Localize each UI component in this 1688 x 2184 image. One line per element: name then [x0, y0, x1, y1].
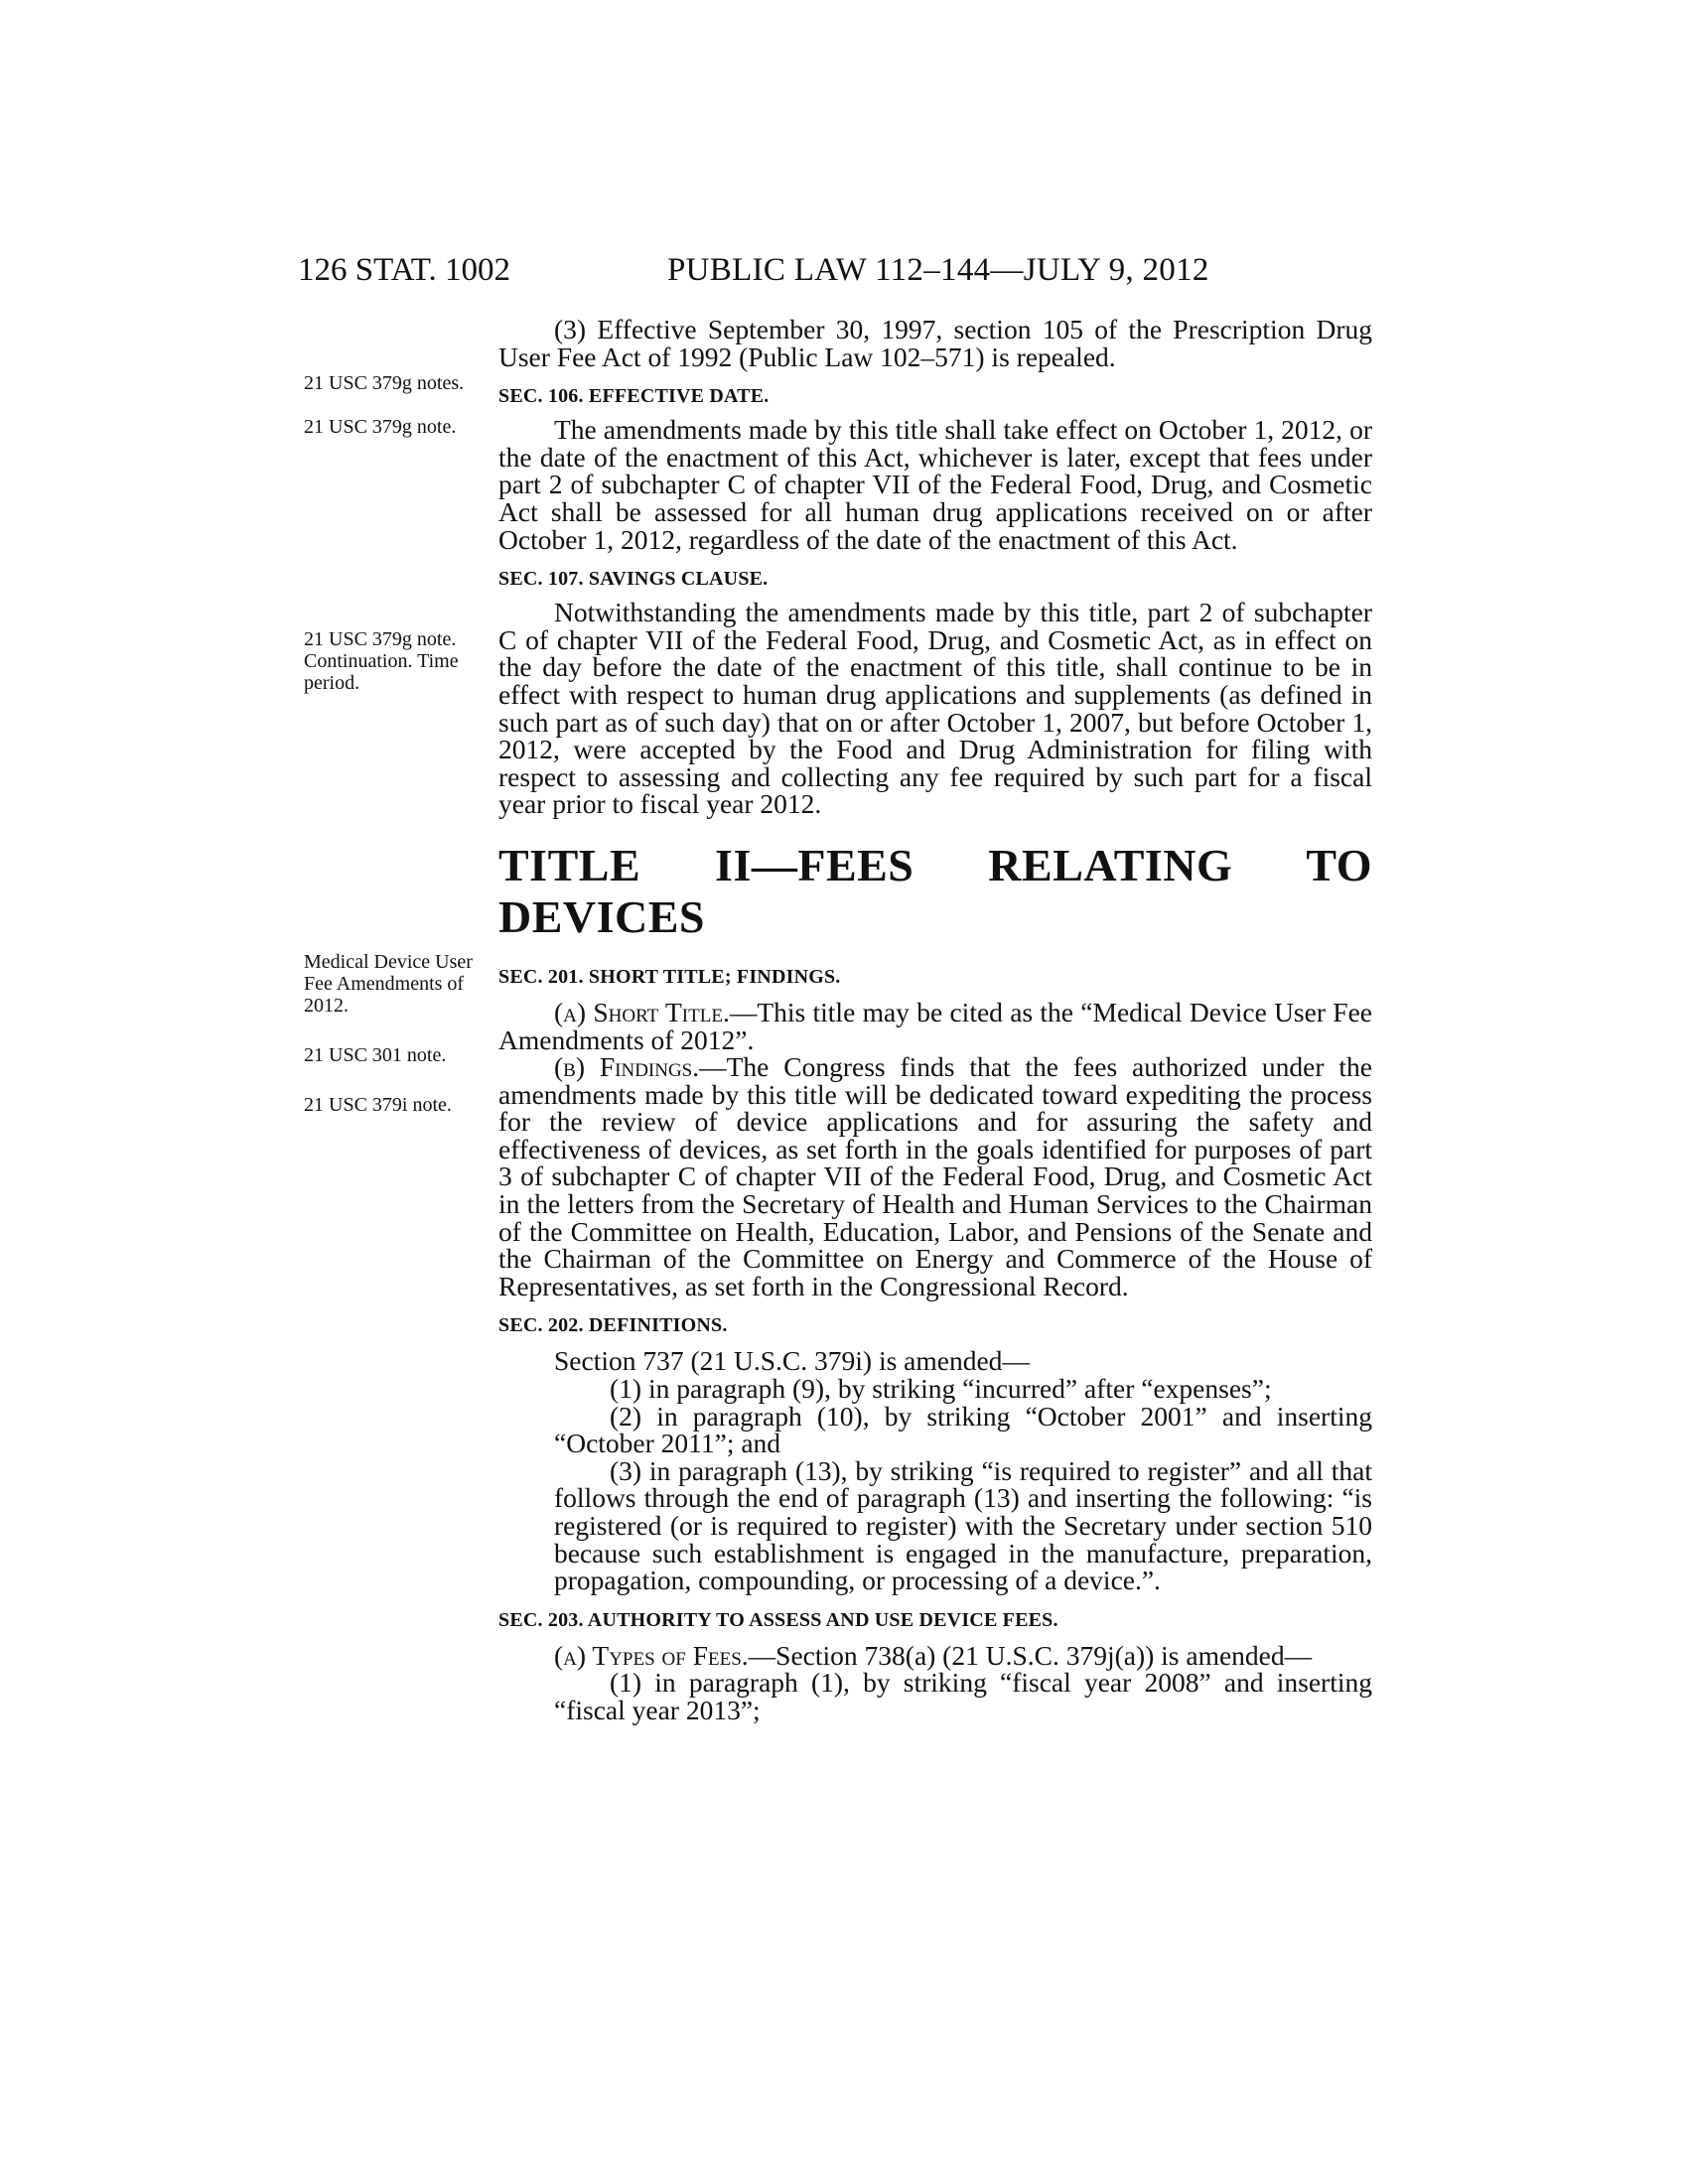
section-heading: SEC. 203. AUTHORITY TO ASSESS AND USE DEVICE FEES. — [498, 1608, 1058, 1631]
subsection-label: (a) Types of Fees. — [554, 1639, 749, 1671]
statute-page-number: 126 STAT. 1002 — [298, 252, 511, 288]
paragraph: (3) Effective September 30, 1997, section 105 of the Prescription Drug User Fee Act of 1992 (Public Law 102–571) is repealed. — [498, 314, 1372, 372]
section-heading: SEC. 107. SAVINGS CLAUSE. — [498, 568, 769, 591]
paragraph: (1) in paragraph (9), by striking “incurred” after “expenses”; — [610, 1373, 1272, 1405]
paragraph: (3) in paragraph (13), by striking “is required to register” and all that follows through the end of paragraph (13) and inserting the following: “is registered (or is required to register) with the Secretary under section 510 because such establishment is engaged in the manufacture, preparation, propagation, compounding, or processing of a device.”. — [554, 1454, 1372, 1596]
subsection-text: —Section 738(a) (21 U.S.C. 379j(a)) is amended— — [748, 1639, 1313, 1671]
margin-note: 21 USC 379g note. — [304, 416, 457, 438]
margin-note: Medical Device User Fee Amendments of 2012. — [304, 951, 473, 1017]
subsection-label: (a) Short Title. — [554, 996, 730, 1027]
margin-note: 21 USC 379g note. Continuation. Time period. — [304, 628, 459, 694]
body-text — [498, 316, 1372, 1724]
paragraph — [498, 996, 1372, 1055]
public-law-title: PUBLIC LAW 112–144—JULY 9, 2012 — [667, 252, 1209, 288]
paragraph: (2) in paragraph (10), by striking “October 2001” and inserting “October 2011”; and — [554, 1400, 1372, 1459]
paragraph: (1) in paragraph (1), by striking “fiscal year 2008” and inserting “fiscal year 2013”; — [554, 1667, 1372, 1725]
subsection-text: —The Congress finds that the fees authorized under the amendments made by this title will be dedicated toward expediting the process for the review of device applications and for assuring the safety and effectiveness of devices, as set forth in the goals identified for purposes of part 3 of subchapter C of chapter VII of the Federal Food, Drug, and Cosmetic Act in the letters from the Secretary of Health and Human Services to the Chairman of the Committee on Health, Education, Labor, and Pensions of the Senate and the Chairman of the Committee on Energy and Commerce of the House of Representatives, as set forth in the Congressional Record. — [498, 1051, 1372, 1301]
margin-note: 21 USC 379g notes. — [304, 372, 465, 394]
title-heading: TITLE II—FEES RELATING TO DEVICES — [498, 839, 1372, 942]
paragraph: Section 737 (21 U.S.C. 379i) is amended— — [554, 1345, 1030, 1377]
paragraph — [498, 1053, 1372, 1299]
margin-note: 21 USC 301 note. — [304, 1044, 447, 1066]
paragraph — [498, 1639, 1372, 1671]
paragraph: The amendments made by this title shall take effect on October 1, 2012, or the date of the enactment of this Act, whichever is later, except that fees under part 2 of subchapter C of chapter VII of the Federal Food, Drug, and Cosmetic Act shall be assessed for all human drug applications received on or after October 1, 2012, regardless of the date of the enactment of this Act. — [498, 414, 1372, 555]
subsection-text: —This title may be cited as the “Medical Device User Fee Amendments of 2012”. — [498, 996, 1372, 1055]
section-heading: SEC. 202. DEFINITIONS. — [498, 1314, 728, 1337]
margin-note: 21 USC 379i note. — [304, 1094, 452, 1116]
section-heading: SEC. 201. SHORT TITLE; FINDINGS. — [498, 965, 841, 988]
section-heading: SEC. 106. EFFECTIVE DATE. — [498, 385, 770, 408]
paragraph: Notwithstanding the amendments made by this title, part 2 of subchapter C of chapter VII of the Federal Food, Drug, and Cosmetic Act, as in effect on the day before the date of the enactment of this title, shall continue to be in effect with respect to human drug applications and supplements (as defined in such part as of such day) that on or after October 1, 2007, but before October 1, 2012, were accepted by the Food and Drug Administration for filing with respect to assessing and collecting any fee required by such part for a fiscal year prior to fiscal year 2012. — [498, 597, 1372, 820]
subsection-label: (b) Findings. — [554, 1051, 700, 1083]
